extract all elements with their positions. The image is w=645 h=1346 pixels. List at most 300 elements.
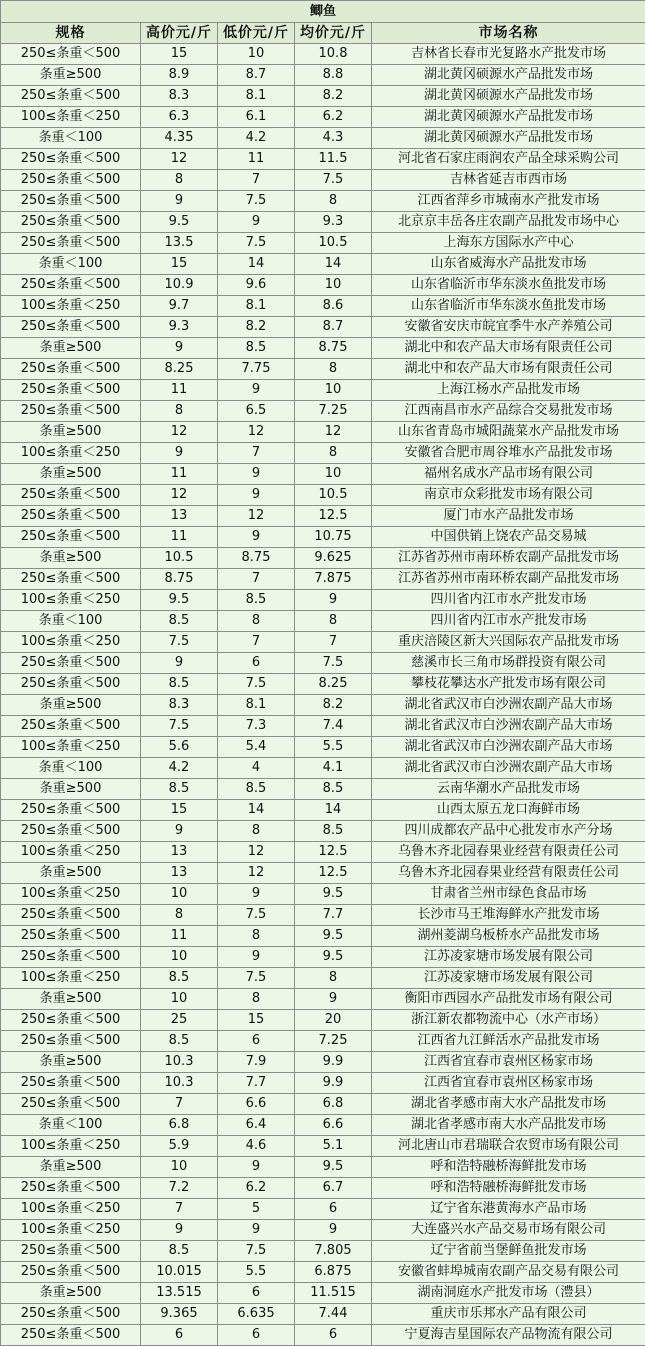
cell-spec: 250≤条重＜500 — [1, 401, 141, 422]
cell-low-price: 12 — [218, 842, 295, 863]
table-row — [1, 65, 645, 86]
cell-spec: 250≤条重＜500 — [1, 1073, 141, 1094]
table-row — [1, 338, 645, 359]
cell-avg-price: 8.2 — [295, 695, 372, 716]
cell-low-price: 9 — [218, 1220, 295, 1241]
table-row — [1, 842, 645, 863]
cell-market-name: 乌鲁木齐北园春果业经营有限责任公司 — [372, 863, 645, 884]
cell-market-name: 安徽省安庆市皖宜季牛水产养殖公司 — [372, 317, 645, 338]
cell-high-price: 5.6 — [141, 737, 218, 758]
cell-spec: 250≤条重＜500 — [1, 149, 141, 170]
table-row — [1, 674, 645, 695]
cell-market-name: 湖北中和农产品大市场有限责任公司 — [372, 359, 645, 380]
cell-high-price: 9.365 — [141, 1304, 218, 1325]
table-row — [1, 947, 645, 968]
cell-market-name: 厦门市水产品批发市场 — [372, 506, 645, 527]
cell-low-price: 5.4 — [218, 737, 295, 758]
cell-avg-price: 7.875 — [295, 569, 372, 590]
cell-spec: 100≤条重＜250 — [1, 632, 141, 653]
cell-low-price: 6 — [218, 1031, 295, 1052]
cell-low-price: 7.5 — [218, 233, 295, 254]
cell-high-price: 13 — [141, 506, 218, 527]
cell-market-name: 上海东方国际水产中心 — [372, 233, 645, 254]
cell-avg-price: 10.75 — [295, 527, 372, 548]
table-row — [1, 212, 645, 233]
cell-spec: 条重≥500 — [1, 338, 141, 359]
cell-low-price: 9 — [218, 884, 295, 905]
table-row — [1, 611, 645, 632]
cell-market-name: 大连盛兴水产品交易市场有限公司 — [372, 1220, 645, 1241]
cell-high-price: 9 — [141, 1220, 218, 1241]
table-row — [1, 380, 645, 401]
cell-avg-price: 7.4 — [295, 716, 372, 737]
table-row — [1, 86, 645, 107]
cell-low-price: 7.3 — [218, 716, 295, 737]
cell-high-price: 9.7 — [141, 296, 218, 317]
table-row — [1, 569, 645, 590]
cell-low-price: 4.2 — [218, 128, 295, 149]
cell-avg-price: 8 — [295, 359, 372, 380]
cell-market-name: 江西南昌市水产品综合交易批发市场 — [372, 401, 645, 422]
cell-avg-price: 20 — [295, 1010, 372, 1031]
title-row — [1, 1, 645, 23]
cell-market-name: 湖北黄冈硕源水产品批发市场 — [372, 107, 645, 128]
cell-high-price: 8.3 — [141, 695, 218, 716]
cell-avg-price: 9.5 — [295, 926, 372, 947]
cell-high-price: 6.8 — [141, 1115, 218, 1136]
cell-spec: 250≤条重＜500 — [1, 380, 141, 401]
table-row — [1, 443, 645, 464]
cell-spec: 100≤条重＜250 — [1, 107, 141, 128]
table-row — [1, 296, 645, 317]
cell-high-price: 11 — [141, 926, 218, 947]
cell-spec: 250≤条重＜500 — [1, 212, 141, 233]
table-row — [1, 758, 645, 779]
cell-high-price: 10.3 — [141, 1052, 218, 1073]
cell-market-name: 江苏凌家塘市场发展有限公司 — [372, 947, 645, 968]
cell-high-price: 8.5 — [141, 968, 218, 989]
cell-spec: 条重≥500 — [1, 863, 141, 884]
cell-avg-price: 10.5 — [295, 233, 372, 254]
cell-market-name: 慈溪市长三角市场群投资有限公司 — [372, 653, 645, 674]
cell-avg-price: 7.44 — [295, 1304, 372, 1325]
table-row — [1, 1241, 645, 1262]
cell-spec: 条重≥500 — [1, 422, 141, 443]
cell-market-name: 江苏凌家塘市场发展有限公司 — [372, 968, 645, 989]
cell-low-price: 9 — [218, 485, 295, 506]
cell-market-name: 江西省九江鲜活水产品批发市场 — [372, 1031, 645, 1052]
cell-low-price: 7.5 — [218, 905, 295, 926]
cell-avg-price: 11.515 — [295, 1283, 372, 1304]
table-row — [1, 863, 645, 884]
cell-avg-price: 8 — [295, 968, 372, 989]
cell-market-name: 湖北省武汉市白沙洲农副产品大市场 — [372, 737, 645, 758]
table-row — [1, 506, 645, 527]
table-row — [1, 632, 645, 653]
cell-high-price: 8.75 — [141, 569, 218, 590]
cell-market-name: 湖北黄冈硕源水产品批发市场 — [372, 86, 645, 107]
header-market-name: 市场名称 — [372, 23, 645, 44]
cell-market-name: 上海江杨水产品批发市场 — [372, 380, 645, 401]
cell-spec: 250≤条重＜500 — [1, 233, 141, 254]
table-row — [1, 905, 645, 926]
cell-low-price: 7 — [218, 443, 295, 464]
header-high-price: 高价元/斤 — [141, 23, 218, 44]
cell-low-price: 8 — [218, 989, 295, 1010]
cell-avg-price: 7.5 — [295, 653, 372, 674]
table-row — [1, 884, 645, 905]
table-row — [1, 1199, 645, 1220]
header-low-price: 低价元/斤 — [218, 23, 295, 44]
cell-high-price: 8 — [141, 401, 218, 422]
cell-high-price: 12 — [141, 149, 218, 170]
cell-avg-price: 8.75 — [295, 338, 372, 359]
cell-low-price: 12 — [218, 863, 295, 884]
cell-low-price: 4.6 — [218, 1136, 295, 1157]
cell-high-price: 8.5 — [141, 779, 218, 800]
table-row — [1, 317, 645, 338]
cell-spec: 250≤条重＜500 — [1, 674, 141, 695]
cell-avg-price: 10 — [295, 380, 372, 401]
cell-spec: 250≤条重＜500 — [1, 170, 141, 191]
cell-high-price: 9 — [141, 443, 218, 464]
cell-high-price: 7.5 — [141, 632, 218, 653]
cell-high-price: 10 — [141, 989, 218, 1010]
table-row — [1, 44, 645, 65]
cell-high-price: 8 — [141, 170, 218, 191]
table-body — [1, 44, 645, 1346]
cell-high-price: 6 — [141, 1325, 218, 1346]
cell-spec: 100≤条重＜250 — [1, 842, 141, 863]
cell-low-price: 12 — [218, 506, 295, 527]
cell-avg-price: 8.8 — [295, 65, 372, 86]
cell-high-price: 9.5 — [141, 212, 218, 233]
cell-market-name: 江西省宜春市袁州区杨家市场 — [372, 1073, 645, 1094]
cell-avg-price: 9 — [295, 1220, 372, 1241]
cell-high-price: 11 — [141, 380, 218, 401]
cell-market-name: 宁夏海吉星国际农产品物流有限公司 — [372, 1325, 645, 1346]
cell-spec: 条重＜100 — [1, 758, 141, 779]
cell-avg-price: 8.25 — [295, 674, 372, 695]
cell-high-price: 10.3 — [141, 1073, 218, 1094]
cell-market-name: 湖北中和农产品大市场有限责任公司 — [372, 338, 645, 359]
cell-avg-price: 8.7 — [295, 317, 372, 338]
cell-low-price: 7 — [218, 632, 295, 653]
table-row — [1, 359, 645, 380]
cell-low-price: 6.2 — [218, 1178, 295, 1199]
cell-high-price: 10 — [141, 947, 218, 968]
cell-spec: 250≤条重＜500 — [1, 569, 141, 590]
cell-spec: 250≤条重＜500 — [1, 821, 141, 842]
cell-high-price: 15 — [141, 800, 218, 821]
cell-avg-price: 4.1 — [295, 758, 372, 779]
cell-high-price: 25 — [141, 1010, 218, 1031]
cell-market-name: 浙江新农都物流中心（水产市场） — [372, 1010, 645, 1031]
cell-high-price: 9 — [141, 821, 218, 842]
cell-avg-price: 10.8 — [295, 44, 372, 65]
cell-high-price: 10 — [141, 884, 218, 905]
cell-high-price: 11 — [141, 527, 218, 548]
cell-avg-price: 6.8 — [295, 1094, 372, 1115]
cell-spec: 250≤条重＜500 — [1, 359, 141, 380]
cell-low-price: 5.5 — [218, 1262, 295, 1283]
cell-high-price: 11 — [141, 464, 218, 485]
cell-low-price: 7.5 — [218, 674, 295, 695]
cell-market-name: 四川省内江市水产批发市场 — [372, 590, 645, 611]
table-row — [1, 779, 645, 800]
cell-low-price: 6 — [218, 1283, 295, 1304]
cell-high-price: 13.5 — [141, 233, 218, 254]
table-row — [1, 1304, 645, 1325]
cell-avg-price: 8 — [295, 443, 372, 464]
cell-market-name: 江苏省苏州市南环桥农副产品批发市场 — [372, 548, 645, 569]
cell-spec: 250≤条重＜500 — [1, 1178, 141, 1199]
cell-avg-price: 4.3 — [295, 128, 372, 149]
cell-low-price: 8.1 — [218, 86, 295, 107]
cell-spec: 100≤条重＜250 — [1, 737, 141, 758]
cell-spec: 250≤条重＜500 — [1, 947, 141, 968]
cell-low-price: 6.6 — [218, 1094, 295, 1115]
cell-low-price: 15 — [218, 1010, 295, 1031]
header-spec: 规格 — [1, 23, 141, 44]
cell-spec: 条重≥500 — [1, 548, 141, 569]
cell-low-price: 8 — [218, 926, 295, 947]
cell-avg-price: 7.25 — [295, 1031, 372, 1052]
cell-low-price: 5 — [218, 1199, 295, 1220]
cell-market-name: 中国供销上饶农产品交易城 — [372, 527, 645, 548]
cell-high-price: 8.25 — [141, 359, 218, 380]
cell-high-price: 4.35 — [141, 128, 218, 149]
cell-low-price: 7.5 — [218, 968, 295, 989]
cell-market-name: 重庆市乐邦水产品有限公司 — [372, 1304, 645, 1325]
header-avg-price: 均价元/斤 — [295, 23, 372, 44]
cell-market-name: 攀枝花攀达水产批发市场有限公司 — [372, 674, 645, 695]
cell-market-name: 湖南洞庭水产批发市场（澧县） — [372, 1283, 645, 1304]
cell-avg-price: 9.5 — [295, 884, 372, 905]
cell-market-name: 乌鲁木齐北园春果业经营有限责任公司 — [372, 842, 645, 863]
cell-avg-price: 6.7 — [295, 1178, 372, 1199]
table-row — [1, 149, 645, 170]
table-row — [1, 1094, 645, 1115]
cell-spec: 250≤条重＜500 — [1, 1325, 141, 1346]
cell-spec: 条重≥500 — [1, 1157, 141, 1178]
table-row — [1, 800, 645, 821]
table-row — [1, 128, 645, 149]
cell-low-price: 7.9 — [218, 1052, 295, 1073]
table-row — [1, 1157, 645, 1178]
cell-spec: 条重≥500 — [1, 1283, 141, 1304]
cell-market-name: 湖州菱湖乌板桥水产品批发市场 — [372, 926, 645, 947]
cell-avg-price: 8 — [295, 191, 372, 212]
cell-market-name: 四川省内江市水产批发市场 — [372, 611, 645, 632]
cell-spec: 条重≥500 — [1, 695, 141, 716]
cell-low-price: 9 — [218, 464, 295, 485]
table-row — [1, 590, 645, 611]
cell-spec: 250≤条重＜500 — [1, 191, 141, 212]
cell-avg-price: 6 — [295, 1325, 372, 1346]
table-row — [1, 548, 645, 569]
cell-market-name: 南京市众彩批发市场有限公司 — [372, 485, 645, 506]
cell-high-price: 4.2 — [141, 758, 218, 779]
cell-avg-price: 6.6 — [295, 1115, 372, 1136]
cell-avg-price: 5.1 — [295, 1136, 372, 1157]
cell-low-price: 9 — [218, 947, 295, 968]
header-row — [1, 23, 645, 44]
cell-market-name: 河北唐山市君瑞联合农贸市场有限公司 — [372, 1136, 645, 1157]
cell-spec: 250≤条重＜500 — [1, 1241, 141, 1262]
table-row — [1, 1073, 645, 1094]
cell-high-price: 13 — [141, 842, 218, 863]
cell-low-price: 12 — [218, 422, 295, 443]
cell-spec: 条重≥500 — [1, 65, 141, 86]
cell-high-price: 10.015 — [141, 1262, 218, 1283]
cell-low-price: 9 — [218, 212, 295, 233]
cell-low-price: 7.75 — [218, 359, 295, 380]
table-row — [1, 401, 645, 422]
table-row — [1, 1115, 645, 1136]
cell-high-price: 7.2 — [141, 1178, 218, 1199]
cell-market-name: 安徽省合肥市周谷堆水产品批发市场 — [372, 443, 645, 464]
cell-avg-price: 7.7 — [295, 905, 372, 926]
table-row — [1, 989, 645, 1010]
cell-market-name: 衡阳市西园水产品批发市场有限公司 — [372, 989, 645, 1010]
cell-low-price: 8.5 — [218, 338, 295, 359]
cell-low-price: 7.5 — [218, 1241, 295, 1262]
cell-high-price: 8.9 — [141, 65, 218, 86]
cell-spec: 100≤条重＜250 — [1, 968, 141, 989]
cell-market-name: 北京京丰岳各庄农副产品批发市场中心 — [372, 212, 645, 233]
table-row — [1, 1325, 645, 1346]
cell-spec: 250≤条重＜500 — [1, 800, 141, 821]
table-row — [1, 254, 645, 275]
cell-avg-price: 8.5 — [295, 779, 372, 800]
cell-market-name: 辽宁省东港黄海水产品市场 — [372, 1199, 645, 1220]
cell-market-name: 四川成都农产品中心批发市水产分场 — [372, 821, 645, 842]
cell-spec: 条重≥500 — [1, 989, 141, 1010]
cell-avg-price: 12 — [295, 422, 372, 443]
cell-spec: 250≤条重＜500 — [1, 1304, 141, 1325]
cell-avg-price: 10 — [295, 464, 372, 485]
cell-market-name: 湖北省武汉市白沙洲农副产品大市场 — [372, 758, 645, 779]
cell-spec: 条重＜100 — [1, 128, 141, 149]
cell-spec: 100≤条重＜250 — [1, 296, 141, 317]
cell-market-name: 河北省石家庄雨润农产品全球采购公司 — [372, 149, 645, 170]
cell-market-name: 山东省临沂市华东淡水鱼批发市场 — [372, 275, 645, 296]
cell-market-name: 呼和浩特融桥海鲜批发市场 — [372, 1178, 645, 1199]
cell-spec: 250≤条重＜500 — [1, 485, 141, 506]
cell-high-price: 7 — [141, 1094, 218, 1115]
cell-low-price: 14 — [218, 800, 295, 821]
table-row — [1, 716, 645, 737]
cell-market-name: 安徽省蚌埠城南农副产品交易有限公司 — [372, 1262, 645, 1283]
cell-low-price: 9 — [218, 1157, 295, 1178]
table-row — [1, 653, 645, 674]
cell-spec: 250≤条重＜500 — [1, 506, 141, 527]
cell-spec: 条重≥500 — [1, 779, 141, 800]
table-row — [1, 1178, 645, 1199]
cell-low-price: 7.7 — [218, 1073, 295, 1094]
cell-market-name: 湖北省孝感市南大水产品批发市场 — [372, 1094, 645, 1115]
cell-market-name: 湖北省孝感市南大水产品批发市场 — [372, 1115, 645, 1136]
cell-avg-price: 7.5 — [295, 170, 372, 191]
cell-low-price: 6 — [218, 1325, 295, 1346]
cell-spec: 条重＜100 — [1, 611, 141, 632]
cell-avg-price: 8.6 — [295, 296, 372, 317]
cell-market-name: 湖北黄冈硕源水产品批发市场 — [372, 128, 645, 149]
cell-avg-price: 9.625 — [295, 548, 372, 569]
cell-market-name: 福州名成水产品市场有限公司 — [372, 464, 645, 485]
cell-market-name: 吉林省长春市光复路水产批发市场 — [372, 44, 645, 65]
cell-avg-price: 7.805 — [295, 1241, 372, 1262]
cell-high-price: 8.5 — [141, 674, 218, 695]
cell-avg-price: 6.875 — [295, 1262, 372, 1283]
cell-spec: 100≤条重＜250 — [1, 1220, 141, 1241]
cell-spec: 100≤条重＜250 — [1, 1199, 141, 1220]
cell-high-price: 15 — [141, 44, 218, 65]
cell-low-price: 8.5 — [218, 590, 295, 611]
cell-low-price: 8 — [218, 821, 295, 842]
cell-low-price: 14 — [218, 254, 295, 275]
cell-avg-price: 9 — [295, 590, 372, 611]
cell-low-price: 8.1 — [218, 296, 295, 317]
cell-avg-price: 6.2 — [295, 107, 372, 128]
table-row — [1, 1283, 645, 1304]
cell-low-price: 7.5 — [218, 191, 295, 212]
table-row — [1, 1136, 645, 1157]
table-row — [1, 233, 645, 254]
cell-high-price: 12 — [141, 422, 218, 443]
cell-spec: 100≤条重＜250 — [1, 590, 141, 611]
cell-low-price: 8.1 — [218, 695, 295, 716]
cell-market-name: 江西省萍乡市城南水产批发市场 — [372, 191, 645, 212]
cell-market-name: 云南华潮水产品批发市场 — [372, 779, 645, 800]
cell-high-price: 7.5 — [141, 716, 218, 737]
cell-spec: 250≤条重＜500 — [1, 275, 141, 296]
table-row — [1, 527, 645, 548]
cell-avg-price: 9.5 — [295, 947, 372, 968]
cell-spec: 250≤条重＜500 — [1, 716, 141, 737]
cell-high-price: 13 — [141, 863, 218, 884]
cell-high-price: 9 — [141, 191, 218, 212]
cell-avg-price: 12.5 — [295, 863, 372, 884]
table-row — [1, 422, 645, 443]
cell-avg-price: 9 — [295, 989, 372, 1010]
table-row — [1, 926, 645, 947]
table-row — [1, 968, 645, 989]
cell-avg-price: 8.5 — [295, 821, 372, 842]
table-row — [1, 737, 645, 758]
cell-market-name: 江西省宜春市袁州区杨家市场 — [372, 1052, 645, 1073]
table-row — [1, 1010, 645, 1031]
cell-avg-price: 14 — [295, 800, 372, 821]
cell-spec: 100≤条重＜250 — [1, 443, 141, 464]
cell-low-price: 6.1 — [218, 107, 295, 128]
cell-spec: 250≤条重＜500 — [1, 926, 141, 947]
cell-low-price: 9.6 — [218, 275, 295, 296]
cell-low-price: 8.5 — [218, 779, 295, 800]
cell-spec: 条重≥500 — [1, 464, 141, 485]
cell-avg-price: 9.9 — [295, 1052, 372, 1073]
cell-avg-price: 9.3 — [295, 212, 372, 233]
cell-market-name: 甘肃省兰州市绿色食品市场 — [372, 884, 645, 905]
cell-high-price: 15 — [141, 254, 218, 275]
cell-high-price: 10.5 — [141, 548, 218, 569]
cell-market-name: 湖北黄冈硕源水产品批发市场 — [372, 65, 645, 86]
cell-high-price: 8.5 — [141, 611, 218, 632]
cell-high-price: 9 — [141, 338, 218, 359]
cell-low-price: 4 — [218, 758, 295, 779]
cell-spec: 250≤条重＜500 — [1, 1262, 141, 1283]
